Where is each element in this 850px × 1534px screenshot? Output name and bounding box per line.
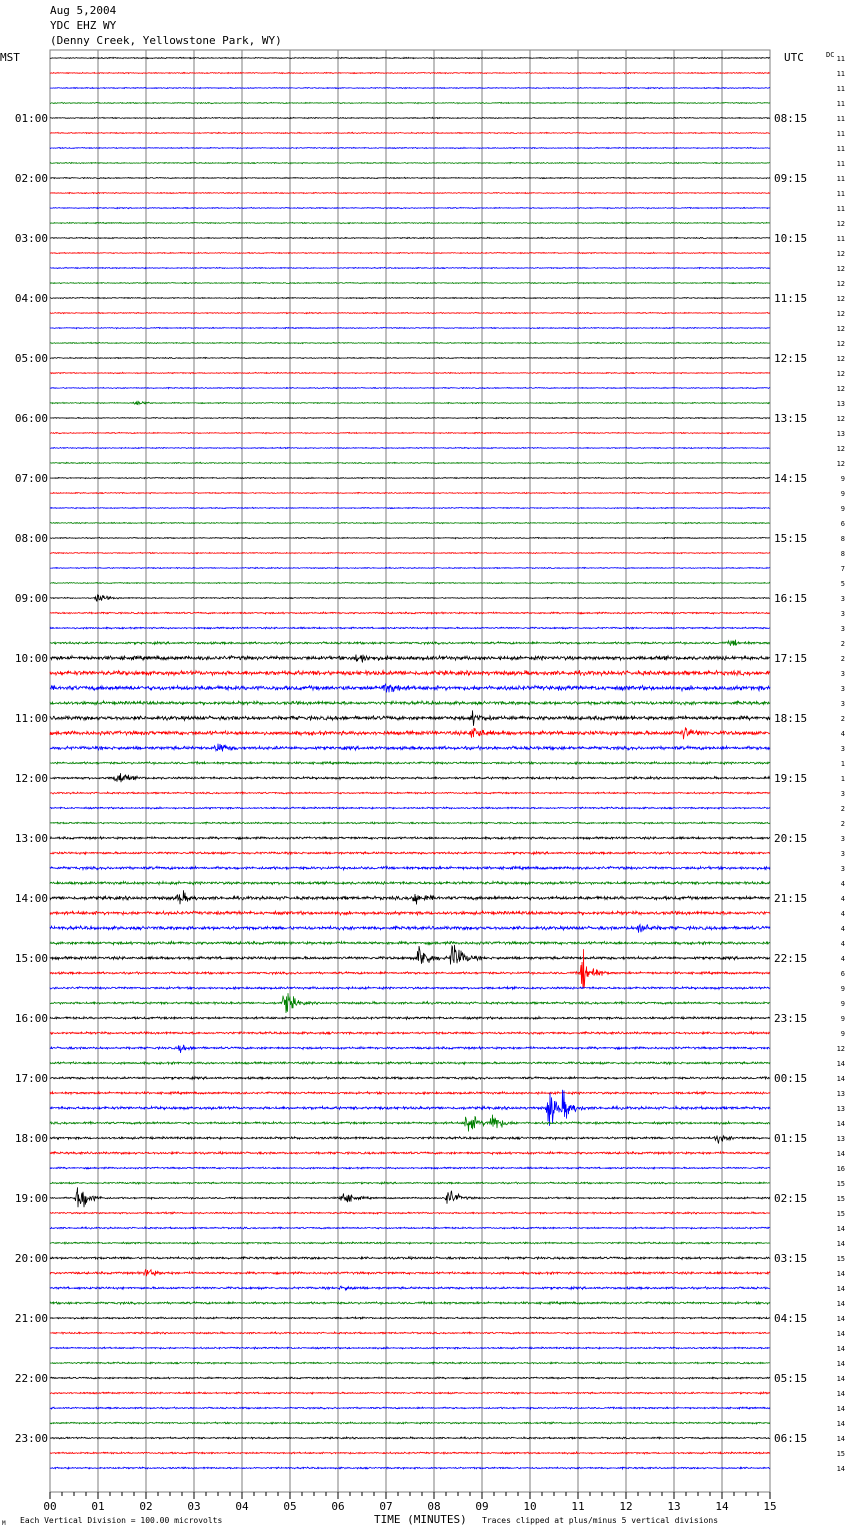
x-tick-label: 04	[235, 1500, 249, 1513]
seismic-trace	[50, 949, 770, 988]
dc-offset-value: 12	[836, 280, 845, 288]
dc-offset-value: 11	[836, 130, 845, 138]
seismic-trace	[50, 710, 770, 725]
right-hour-label: 06:15	[774, 1432, 808, 1445]
left-hour-label: 08:00	[14, 532, 48, 545]
dc-offset-value: 3	[840, 850, 845, 858]
seismic-trace	[50, 1182, 770, 1184]
dc-offset-value: 14	[836, 1270, 845, 1278]
dc-offset-value: 14	[836, 1075, 845, 1083]
right-hour-label: 03:15	[774, 1252, 808, 1265]
seismic-trace	[50, 627, 770, 629]
dc-offset-value: 12	[836, 265, 845, 273]
seismic-trace	[50, 102, 770, 103]
seismic-trace	[50, 1362, 770, 1364]
seismic-trace	[50, 252, 770, 253]
seismic-trace	[50, 1045, 770, 1053]
seismic-trace	[50, 1092, 770, 1095]
dc-offset-value: 11	[836, 100, 845, 108]
dc-offset-value: 4	[840, 940, 845, 948]
dc-column-label: DC	[826, 51, 835, 59]
seismic-trace	[50, 1437, 770, 1439]
dc-offset-value: 14	[836, 1345, 845, 1353]
seismic-trace	[50, 1452, 770, 1454]
x-tick-label: 03	[187, 1500, 201, 1513]
seismic-trace	[50, 207, 770, 208]
seismic-trace	[50, 477, 770, 478]
seismic-trace	[50, 1407, 770, 1409]
seismic-trace	[50, 670, 770, 675]
seismic-trace	[50, 357, 770, 358]
right-hour-label: 15:15	[774, 532, 808, 545]
record-date: Aug 5,2004	[50, 4, 117, 17]
dc-offset-value: 14	[836, 1360, 845, 1368]
left-hour-label: 03:00	[14, 232, 48, 245]
x-tick-label: 13	[667, 1500, 681, 1513]
seismic-trace	[50, 684, 770, 692]
right-hour-label: 19:15	[774, 772, 808, 785]
left-hour-label: 18:00	[14, 1132, 48, 1145]
seismic-trace	[50, 852, 770, 855]
right-hour-label: 08:15	[774, 112, 808, 125]
dc-offset-value: 3	[840, 610, 845, 618]
dc-offset-value: 15	[836, 1180, 845, 1188]
right-hour-label: 17:15	[774, 652, 808, 665]
station-code: YDC EHZ WY	[50, 19, 117, 32]
left-hour-label: 04:00	[14, 292, 48, 305]
dc-offset-value: 1	[840, 760, 845, 768]
seismic-trace	[50, 640, 770, 646]
seismic-trace	[50, 1347, 770, 1349]
seismic-trace	[50, 282, 770, 283]
left-timezone-label: MST	[0, 51, 20, 64]
dc-offset-value: 11	[836, 70, 845, 78]
seismic-trace	[50, 1270, 770, 1277]
x-tick-label: 09	[475, 1500, 489, 1513]
dc-offset-value: 4	[840, 955, 845, 963]
seismic-trace	[50, 945, 770, 965]
seismic-trace	[50, 807, 770, 809]
dc-offset-value: 7	[840, 565, 845, 573]
dc-offset-value: 15	[836, 1210, 845, 1218]
dc-offset-value: 12	[836, 325, 845, 333]
seismic-trace	[50, 1077, 770, 1080]
seismic-trace	[50, 890, 770, 904]
dc-offset-value: 12	[836, 295, 845, 303]
seismic-trace	[50, 1302, 770, 1305]
dc-offset-value: 12	[836, 415, 845, 423]
seismic-trace	[50, 417, 770, 418]
dc-offset-value: 11	[836, 190, 845, 198]
dc-offset-value: 14	[836, 1120, 845, 1128]
seismic-trace	[50, 1242, 770, 1244]
dc-offset-value: 9	[840, 1000, 845, 1008]
x-tick-label: 14	[715, 1500, 729, 1513]
seismic-trace	[50, 1212, 770, 1214]
dc-offset-value: 13	[836, 1105, 845, 1113]
x-tick-label: 01	[91, 1500, 105, 1513]
left-hour-label: 13:00	[14, 832, 48, 845]
right-hour-label: 10:15	[774, 232, 808, 245]
seismic-trace	[50, 342, 770, 343]
seismic-trace	[50, 727, 770, 739]
seismic-trace	[50, 1032, 770, 1035]
dc-offset-value: 5	[840, 580, 845, 588]
seismic-trace	[50, 762, 770, 765]
dc-offset-value: 4	[840, 895, 845, 903]
dc-offset-value: 11	[836, 205, 845, 213]
seismic-trace	[50, 941, 770, 944]
seismic-trace	[50, 1317, 770, 1319]
seismic-trace	[50, 701, 770, 705]
dc-offset-value: 6	[840, 970, 845, 978]
right-hour-label: 22:15	[774, 952, 808, 965]
dc-offset-value: 3	[840, 685, 845, 693]
dc-offset-value: 14	[836, 1150, 845, 1158]
dc-offset-value: 2	[840, 655, 845, 663]
dc-offset-value: 9	[840, 1030, 845, 1038]
dc-offset-value: 12	[836, 1045, 845, 1053]
seismic-trace	[50, 773, 770, 782]
dc-offset-value: 3	[840, 835, 845, 843]
dc-offset-value: 14	[836, 1420, 845, 1428]
dc-offset-value: 3	[840, 790, 845, 798]
right-hour-label: 20:15	[774, 832, 808, 845]
dc-offset-value: 12	[836, 460, 845, 468]
seismic-trace	[50, 147, 770, 148]
seismic-trace	[50, 822, 770, 824]
seismic-trace	[50, 507, 770, 508]
dc-offset-value: 14	[836, 1465, 845, 1473]
seismic-trace	[50, 1392, 770, 1394]
seismic-trace	[50, 387, 770, 388]
seismic-trace	[50, 792, 770, 794]
dc-offset-value: 3	[840, 745, 845, 753]
seismic-trace	[50, 1422, 770, 1424]
dc-offset-value: 2	[840, 805, 845, 813]
dc-offset-value: 4	[840, 730, 845, 738]
seismic-trace	[50, 567, 770, 568]
x-tick-label: 11	[571, 1500, 585, 1513]
scale-note: Each Vertical Division = 100.00 microvolts	[20, 1516, 223, 1525]
right-hour-label: 18:15	[774, 712, 808, 725]
right-hour-label: 14:15	[774, 472, 808, 485]
left-hour-label: 06:00	[14, 412, 48, 425]
x-tick-label: 08	[427, 1500, 441, 1513]
dc-offset-value: 12	[836, 355, 845, 363]
seismic-trace	[50, 1062, 770, 1065]
right-hour-label: 01:15	[774, 1132, 808, 1145]
right-timezone-label: UTC	[784, 51, 804, 64]
seismic-trace	[50, 267, 770, 268]
dc-offset-value: 13	[836, 1090, 845, 1098]
dc-offset-value: 15	[836, 1255, 845, 1263]
dc-offset-value: 9	[840, 985, 845, 993]
left-hour-label: 02:00	[14, 172, 48, 185]
left-hour-label: 12:00	[14, 772, 48, 785]
clip-note: Traces clipped at plus/minus 5 vertical divisions	[482, 1516, 719, 1525]
seismic-trace	[50, 1286, 770, 1290]
dc-offset-value: 9	[840, 475, 845, 483]
seismic-trace	[50, 372, 770, 373]
dc-offset-value: 11	[836, 160, 845, 168]
seismic-trace	[50, 1467, 770, 1469]
dc-offset-value: 16	[836, 1165, 845, 1173]
dc-offset-value: 12	[836, 340, 845, 348]
seismic-trace	[50, 881, 770, 884]
dc-offset-value: 14	[836, 1375, 845, 1383]
dc-offset-value: 13	[836, 1135, 845, 1143]
seismic-trace	[50, 447, 770, 448]
label-layer	[0, 51, 845, 1527]
dc-offset-value: 12	[836, 385, 845, 393]
dc-offset-value: 4	[840, 925, 845, 933]
seismic-trace	[50, 72, 770, 73]
seismic-trace	[50, 297, 770, 298]
dc-offset-value: 1	[840, 775, 845, 783]
dc-offset-value: 14	[836, 1060, 845, 1068]
dc-offset-value: 3	[840, 625, 845, 633]
dc-offset-value: 15	[836, 1450, 845, 1458]
right-hour-label: 16:15	[774, 592, 808, 605]
right-hour-label: 02:15	[774, 1192, 808, 1205]
right-hour-label: 23:15	[774, 1012, 808, 1025]
x-tick-label: 12	[619, 1500, 633, 1513]
seismic-trace	[50, 612, 770, 614]
seismic-trace	[50, 222, 770, 223]
seismic-trace	[50, 1187, 770, 1207]
dc-offset-value: 11	[836, 115, 845, 123]
seismic-trace	[50, 1377, 770, 1379]
x-tick-label: 00	[43, 1500, 57, 1513]
seismic-trace	[50, 462, 770, 463]
left-hour-label: 14:00	[14, 892, 48, 905]
dc-offset-value: 14	[836, 1300, 845, 1308]
seismic-trace	[50, 866, 770, 869]
left-hour-label: 11:00	[14, 712, 48, 725]
left-hour-label: 20:00	[14, 1252, 48, 1265]
seismic-trace	[50, 537, 770, 538]
seismic-trace	[50, 327, 770, 328]
dc-offset-value: 8	[840, 535, 845, 543]
right-hour-label: 05:15	[774, 1372, 808, 1385]
seismic-trace	[50, 162, 770, 163]
right-hour-label: 21:15	[774, 892, 808, 905]
dc-offset-value: 2	[840, 640, 845, 648]
left-hour-label: 22:00	[14, 1372, 48, 1385]
left-hour-label: 21:00	[14, 1312, 48, 1325]
left-hour-label: 16:00	[14, 1012, 48, 1025]
left-hour-label: 07:00	[14, 472, 48, 485]
dc-offset-value: 9	[840, 505, 845, 513]
dc-offset-value: 11	[836, 85, 845, 93]
dc-offset-value: 11	[836, 175, 845, 183]
seismic-trace	[50, 1167, 770, 1169]
left-hour-label: 01:00	[14, 112, 48, 125]
x-tick-label: 10	[523, 1500, 537, 1513]
seismic-trace	[50, 1136, 770, 1144]
dc-offset-value: 12	[836, 220, 845, 228]
left-hour-label: 10:00	[14, 652, 48, 665]
dc-offset-value: 2	[840, 820, 845, 828]
dc-offset-value: 3	[840, 700, 845, 708]
dc-offset-value: 14	[836, 1435, 845, 1443]
dc-offset-value: 14	[836, 1225, 845, 1233]
seismic-trace	[50, 1017, 770, 1020]
dc-offset-value: 14	[836, 1330, 845, 1338]
grid-layer	[50, 50, 770, 1492]
dc-offset-value: 9	[840, 490, 845, 498]
dc-offset-value: 14	[836, 1285, 845, 1293]
dc-offset-value: 14	[836, 1315, 845, 1323]
dc-offset-value: 3	[840, 595, 845, 603]
dc-offset-value: 9	[840, 1015, 845, 1023]
seismic-trace	[50, 1257, 770, 1260]
left-hour-label: 09:00	[14, 592, 48, 605]
x-tick-label: 02	[139, 1500, 153, 1513]
dc-offset-value: 3	[840, 670, 845, 678]
right-hour-label: 11:15	[774, 292, 808, 305]
seismic-trace	[50, 1152, 770, 1155]
dc-offset-value: 12	[836, 310, 845, 318]
seismic-trace	[50, 492, 770, 493]
station-location: (Denny Creek, Yellowstone Park, WY)	[50, 34, 282, 47]
x-tick-label: 06	[331, 1500, 345, 1513]
trace-layer	[50, 57, 770, 1469]
dc-offset-value: 4	[840, 910, 845, 918]
seismic-trace	[50, 552, 770, 553]
x-tick-label: 07	[379, 1500, 393, 1513]
seismic-trace	[50, 993, 770, 1013]
seismic-trace	[50, 87, 770, 88]
seismic-trace	[50, 117, 770, 118]
dc-offset-value: 11	[836, 235, 845, 243]
x-tick-label: 05	[283, 1500, 297, 1513]
left-hour-label: 17:00	[14, 1072, 48, 1085]
dc-offset-value: 13	[836, 430, 845, 438]
seismic-trace	[50, 1227, 770, 1229]
seismic-trace	[50, 1115, 770, 1132]
seismic-trace	[50, 837, 770, 840]
corner-mark: M	[2, 1520, 6, 1527]
seismic-trace	[50, 401, 770, 405]
dc-offset-value: 14	[836, 1390, 845, 1398]
right-hour-label: 12:15	[774, 352, 808, 365]
left-hour-label: 05:00	[14, 352, 48, 365]
right-hour-label: 09:15	[774, 172, 808, 185]
plot-frame	[50, 50, 770, 1492]
seismic-trace	[50, 987, 770, 990]
dc-offset-value: 4	[840, 880, 845, 888]
seismic-trace	[50, 132, 770, 133]
right-hour-label: 13:15	[774, 412, 808, 425]
seismic-trace	[50, 192, 770, 193]
seismic-trace	[50, 655, 770, 663]
x-tick-label: 15	[763, 1500, 777, 1513]
dc-offset-value: 12	[836, 250, 845, 258]
dc-offset-value: 2	[840, 715, 845, 723]
dc-offset-value: 11	[836, 55, 845, 63]
seismic-trace	[50, 177, 770, 178]
dc-offset-value: 3	[840, 865, 845, 873]
dc-offset-value: 14	[836, 1405, 845, 1413]
seismic-trace	[50, 595, 770, 601]
seismic-trace	[50, 925, 770, 933]
seismic-trace	[50, 522, 770, 523]
dc-offset-value: 6	[840, 520, 845, 528]
left-hour-label: 23:00	[14, 1432, 48, 1445]
seismic-trace	[50, 57, 770, 58]
seismic-trace	[50, 744, 770, 752]
dc-offset-value: 12	[836, 445, 845, 453]
dc-offset-value: 11	[836, 145, 845, 153]
seismic-trace	[50, 911, 770, 915]
seismic-trace	[50, 312, 770, 313]
dc-offset-value: 8	[840, 550, 845, 558]
seismic-trace	[50, 432, 770, 433]
x-axis-title: TIME (MINUTES)	[374, 1513, 467, 1526]
seismic-trace	[50, 1332, 770, 1334]
left-hour-label: 15:00	[14, 952, 48, 965]
dc-offset-value: 14	[836, 1240, 845, 1248]
right-hour-label: 00:15	[774, 1072, 808, 1085]
left-hour-label: 19:00	[14, 1192, 48, 1205]
seismic-trace	[50, 1090, 770, 1126]
right-hour-label: 04:15	[774, 1312, 808, 1325]
dc-offset-value: 15	[836, 1195, 845, 1203]
dc-offset-value: 12	[836, 370, 845, 378]
seismic-trace	[50, 237, 770, 238]
dc-offset-value: 13	[836, 400, 845, 408]
seismic-trace	[50, 582, 770, 583]
